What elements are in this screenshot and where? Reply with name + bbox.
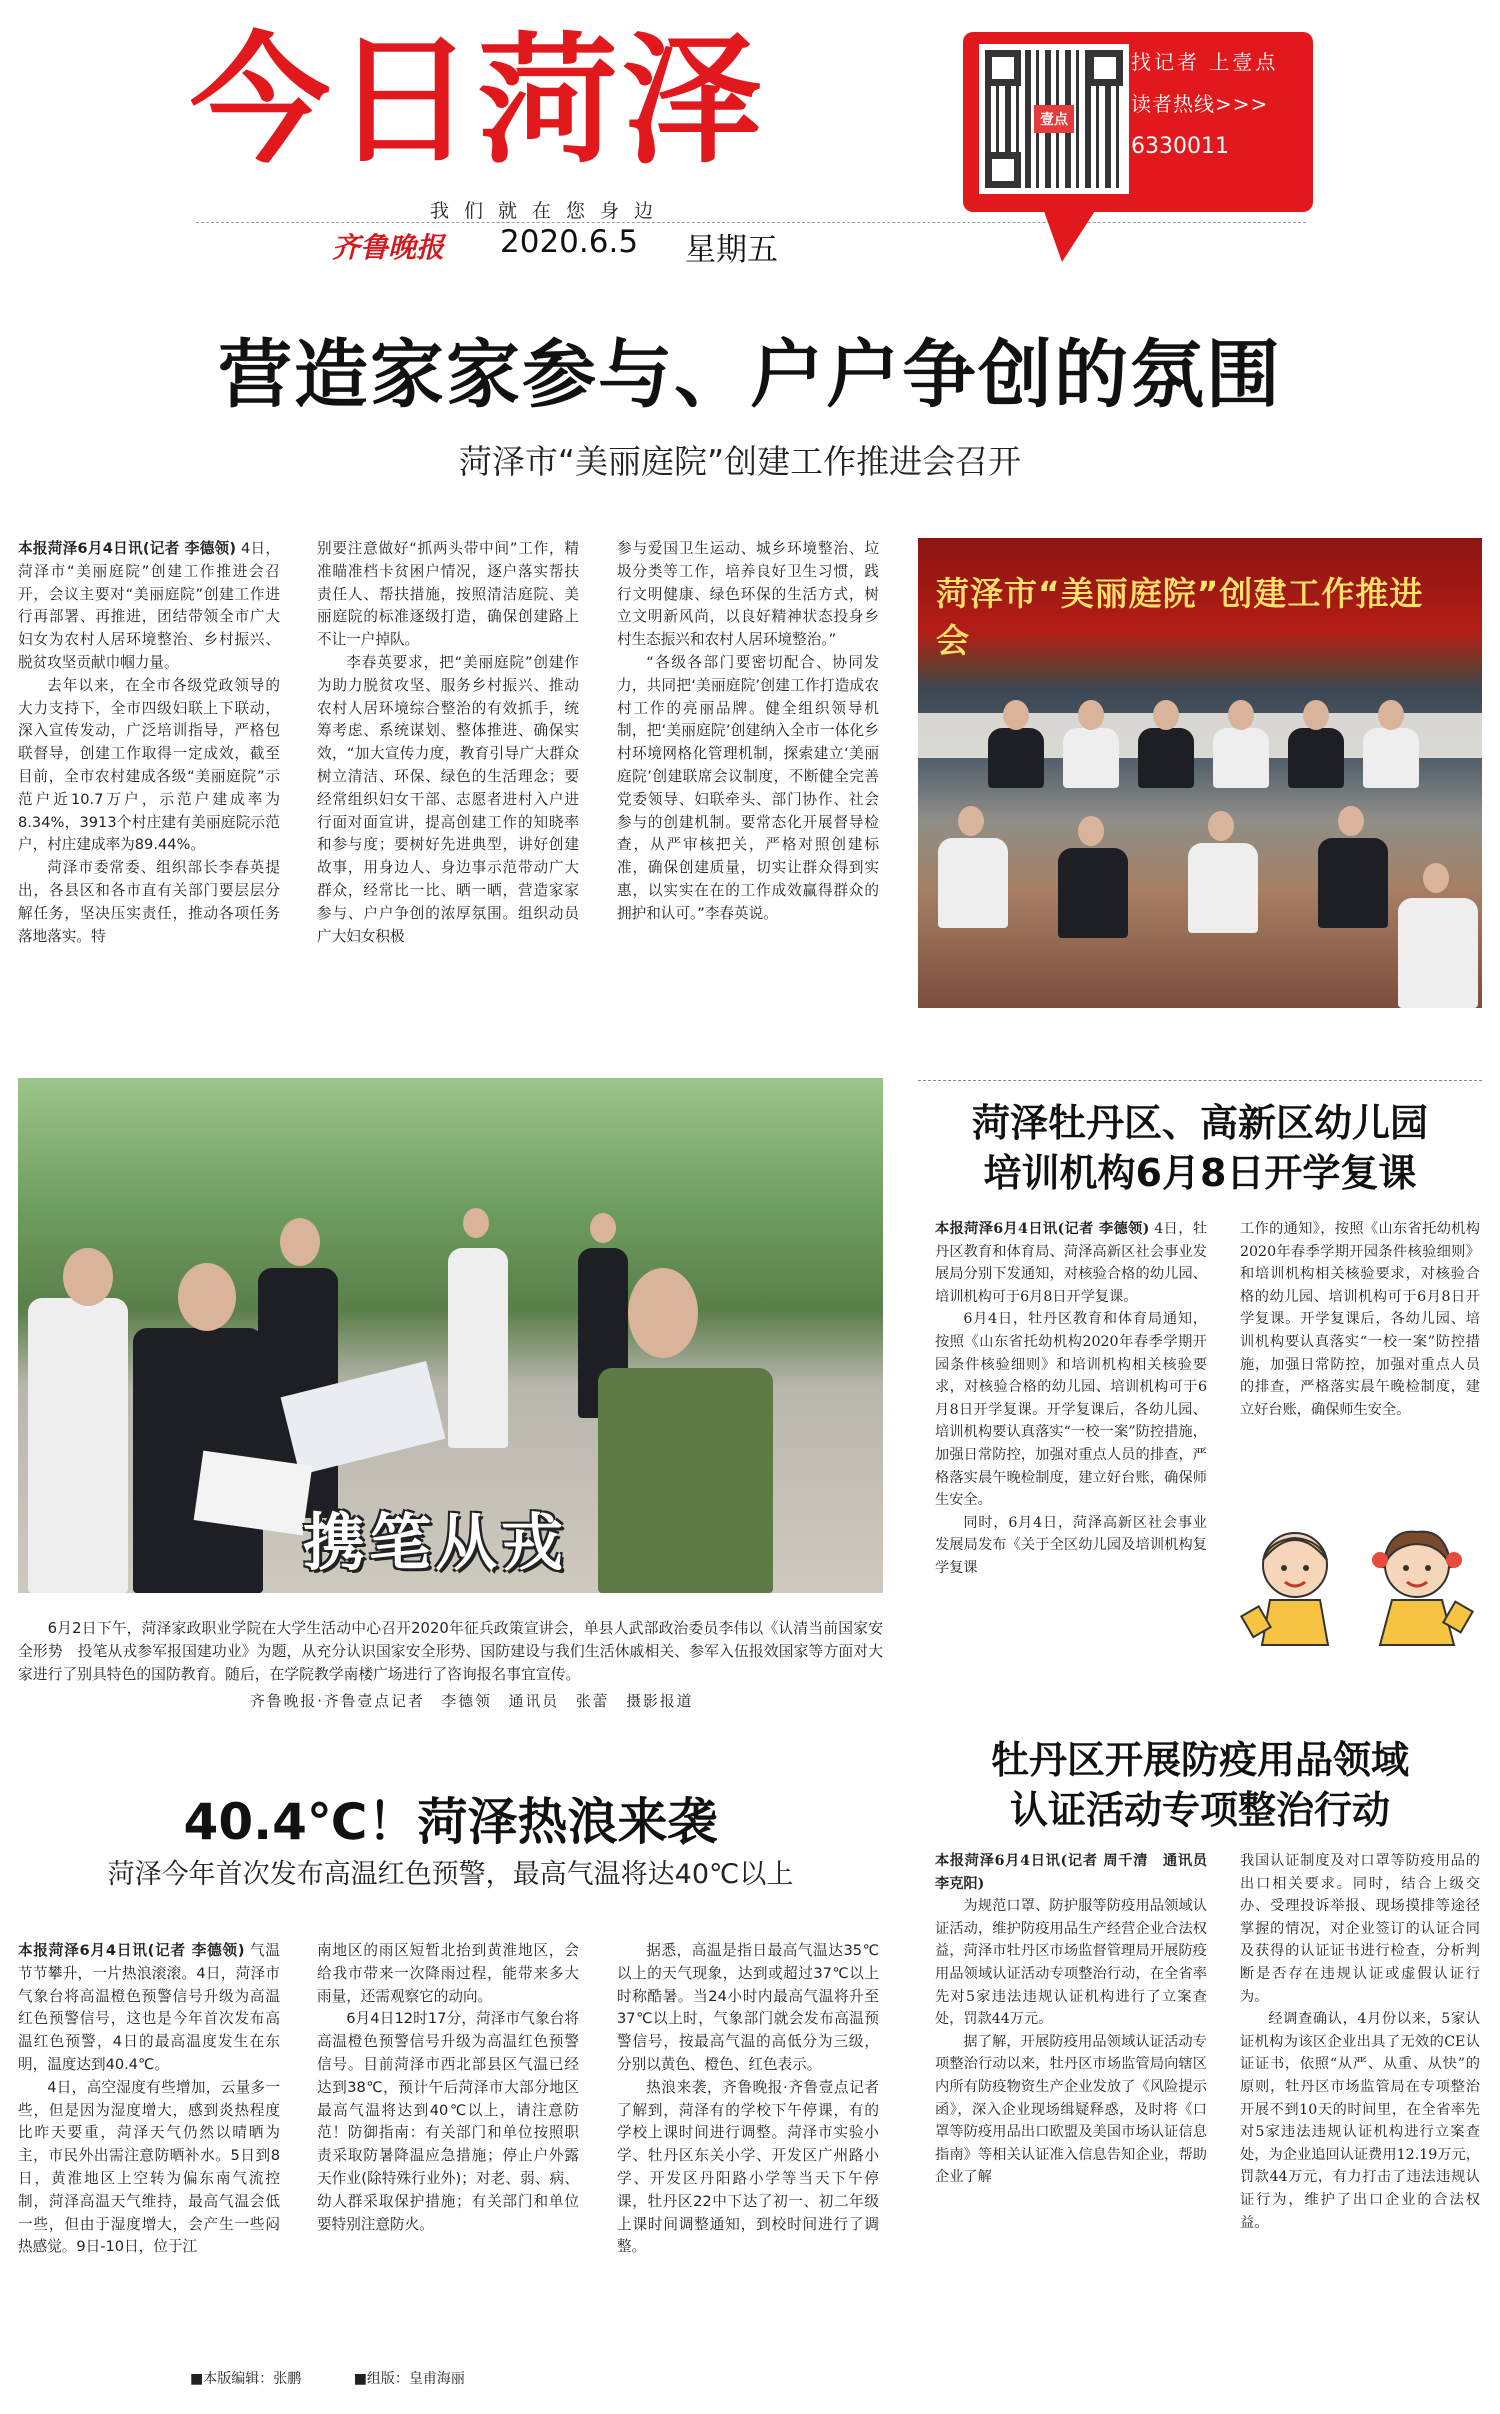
lead-byline: 本报菏泽6月4日讯(记者 李德领) (18, 540, 237, 557)
heatwave-column-3: 据悉，高温是指日最高气温达35℃以上的天气现象，达到或超过37℃以上时称酷暑。当24小时内最高气温将升至37℃以上时，气象部门就会发布高温预警信号，按最高气温的高低分为三级，分别以黄色、橙色、红色表示。 热浪来袭，齐鲁晚报·齐鲁壹点记者了解到，菏泽有的学校下午停课，有的学校上课时间进行调整。菏泽市实验小学、牡丹区东关小学、开发区广州路小学、开发区丹阳路小学等当天下午停课，牡丹区22中下达了初一、初二年级上课时间调整通知，到校时间进行了调整。 (617, 1942, 879, 2256)
epidemic-byline: 本报菏泽6月4日讯(记者 周千清 通讯员 李克阳) (935, 1853, 1222, 1892)
hotline-number: 6330011 (1131, 134, 1229, 159)
epidemic-column-1: 本报菏泽6月4日讯(记者 周千清 通讯员 李克阳) 为规范口罩、防护服等防疫用品领域认证活动，维护防疫用品生产经营企业合法权益，菏泽市牡丹区市场监督管理局开展防疫用品领域认证活动专项整治行动，在全省率先对5家违法违规认证机构进行了立案查处，罚款44万元。 据了解，开展防疫用品领域认证活动专项整治行动以来，牡丹区市场监管局向辖区内所有防疫物资生产企业发放了《风险提示函》，深入企业现场缉疑释惑，及时将《口罩等防疫用品出口欧盟及美国市场认证信息指南》等相关认证准入信息告知企业，帮助企业了解 (935, 1853, 1222, 2186)
lead-headline: 营造家家参与、户户争创的氛围 (218, 332, 1282, 418)
heatwave-byline: 本报菏泽6月4日讯(记者 李德领) (18, 1942, 245, 1959)
qr-badge: 壹点 (1034, 105, 1074, 133)
kindergarten-byline: 本报菏泽6月4日讯(记者 李德领) (935, 1221, 1150, 1237)
qr-code-icon[interactable] (979, 44, 1129, 194)
masthead-divider (196, 222, 1306, 223)
hotline-label-1: 找记者 上壹点 (1131, 50, 1279, 74)
section-divider (918, 1080, 1482, 1081)
slogan: 我们就在您身边 (430, 200, 669, 222)
hotline-label-2: 读者热线>>> (1131, 92, 1269, 116)
issue-weekday: 星期五 (685, 232, 778, 268)
hotline-box (963, 32, 1313, 212)
heatwave-column-2: 南地区的雨区短暂北抬到黄淮地区，会给我市带来一次降雨过程，能带来多大雨量，还需观察它的动向。 6月4日12时17分，菏泽市气象台将高温橙色预警信号升级为高温红色预警信号。目前菏泽市西北部县区气温已经达到38℃，预计午后菏泽市大部分地区最高气温将达到40℃以上，请注意防范！防御指南：有关部门和单位按照职责采取防暑降温应急措施；停止户外露天作业(除特殊行业外)；对老、弱、病、幼人群采取保护措施；有关部门和单位要特别注意防火。 (317, 1942, 579, 2233)
recruitment-caption-title: 携笔从戎 (303, 1506, 568, 1579)
epidemic-headline-2: 认证活动专项整治行动 (1009, 1788, 1390, 1832)
lead-column-3: 参与爱国卫生运动、城乡环境整治、垃圾分类等工作，培养良好卫生习惯，践行文明健康、绿色环保的生活方式，树立文明新风尚，以良好精神状态投身乡村生态振兴和农村人居环境整治。” “各级各部门要密切配合、协同发力，共同把‘美丽庭院’创建工作打造成农村工作的亮丽品牌。健全组织领导机制，把‘美丽庭院’创建纳入全市一体化乡村环境网格化管理机制，探索建立‘美丽庭院’创建联席会议制度，不断健全完善党委领导、妇联牵头、部门协作、社会参与的创建机制。要常态化开展督导检查，从严审核把关，严格对照创建标准，确保创建质量，切实让群众得到实惠，以实实在在的工作成效赢得群众的拥护和认可。”李春英说。 (617, 540, 879, 922)
recruitment-caption: 6月2日下午，菏泽家政职业学院在大学生活动中心召开2020年征兵政策宣讲会，单县人武部政治委员李伟以《认清当前国家安全形势 投笔从戎参军报国建功业》为题，从充分认识国家安全形势、国防建设与我们生活休戚相关、参军入伍报效国家等方面对大家进行了别具特色的国防教育。随后，在学院教学南楼广场进行了咨询报名事宜宣传。 (18, 1620, 883, 1683)
paper-name: 齐鲁晚报 (332, 231, 445, 264)
speech-tail (1040, 200, 1102, 262)
masthead (0, 0, 1500, 270)
newspaper-title: 今日菏泽 (190, 20, 767, 183)
meeting-photo (918, 538, 1482, 1008)
page-footer (190, 2368, 513, 2388)
lead-subhead: 菏泽市“美丽庭院”创建工作推进会召开 (458, 442, 1022, 481)
kindergarten-column-1: 本报菏泽6月4日讯(记者 李德领) 4日，牡丹区教育和体育局、菏泽高新区社会事业发展局分别下发通知，对核验合格的幼儿园、培训机构可于6月8日开学复课。 6月4日，牡丹区教育和体育局通知，按照《山东省托幼机构2020年春季学期开园条件核验细则》和培训机构相关核验要求，对核验合格的幼儿园、培训机构可于6月8日开学复课。开学复课后，各幼儿园、培训机构要认真落实“一校一案”防控措施，加强日常防控，加强对重点人员的排查，严格落实晨午晚检制度，建立好台账，确保师生安全。 同时，6月4日，菏泽高新区社会事业发展局发布《关于全区幼儿园及培训机构复学复课 (935, 1221, 1208, 1576)
kindergarten-headline-1: 菏泽牡丹区、高新区幼儿园 (971, 1101, 1428, 1145)
epidemic-headline-1: 牡丹区开展防疫用品领域 (990, 1738, 1409, 1782)
kindergarten-column-2: 工作的通知》，按照《山东省托幼机构2020年春季学期开园条件核验细则》和培训机构相关核验要求，对核验合格的幼儿园、培训机构可于6月8日开学复课。开学复课后，各幼儿园、培训机构要认真落实“一校一案”防控措施，加强日常防控，加强对重点人员的排查，严格落实晨午晚检制度，建立好台账，确保师生安全。 (1240, 1221, 1480, 1418)
footer-editor: ■本版编辑：张鹏 (190, 2371, 302, 2387)
recruitment-credit: 齐鲁晚报·齐鲁壹点记者 李德领 通讯员 张蕾 摄影报道 (250, 1693, 694, 1710)
kindergarten-headline-2: 培训机构6月8日开学复课 (983, 1151, 1417, 1195)
lead-column-2: 别要注意做好“抓两头带中间”工作，精准瞄准档卡贫困户情况，逐户落实帮扶责任人、帮扶措施，按照清洁庭院、美丽庭院的标准逐级打造，确保创建路上不让一户掉队。 李春英要求，把“美丽庭院”创建作为助力脱贫攻坚、服务乡村振兴、推动农村人居环境综合整治的有效抓手，统筹考虑、系统谋划、整体推进、确保实效，“加大宣传力度，教育引导广大群众树立清洁、环保、绿色的生活理念；要经常组织妇女干部、志愿者进村入户进行面对面宣讲，提高创建工作的知晓率和参与度；要树好先进典型，讲好创建故事，用身边人、身边事示范带动广大群众，经常比一比、晒一晒，营造家家参与、户户争创的浓厚氛围。组织动员广大妇女积极 (317, 540, 579, 945)
heatwave-headline: 40.4℃！菏泽热浪来袭 (183, 1793, 718, 1851)
meeting-banner: 菏泽市“美丽庭院”创建工作推进会 (936, 574, 1424, 660)
footer-layout: ■组版：皇甫海丽 (353, 2371, 465, 2387)
cartoon-boy-icon (1240, 1520, 1350, 1650)
epidemic-column-2: 我国认证制度及对口罩等防疫用品的出口相关要求。同时，结合上级交办、受理投诉举报、现场摸排等途径掌握的情况，对企业签订的认证合同及获得的认证证书进行检查，分析判断是否存在违规认证或虚假认证行为。 经调查确认，4月份以来，5家认证机构为该区企业出具了无效的CE认证证书，依照“从严、从重、从快”的原则，牡丹区市场监管局在专项整治开展不到10天的时间里，在全省率先对5家违法违规认证机构进行立案查处，为企业追回认证费用12.19万元，罚款44万元，有力打击了违法违规认证行为，维护了出口企业的合法权益。 (1240, 1853, 1480, 2231)
heatwave-subhead: 菏泽今年首次发布高温红色预警，最高气温将达40℃以上 (107, 1859, 794, 1890)
lead-column-1: 本报菏泽6月4日讯(记者 李德领) 4日，菏泽市“美丽庭院”创建工作推进会召开，会议主要对“美丽庭院”创建工作进行再部署、再推进，团结带领全市广大妇女为农村人居环境整治、乡村振兴、脱贫攻坚贡献巾帼力量。 去年以来，在全市各级党政领导的大力支持下，全市四级妇联上下联动，深入宣传发动，广泛培训指导，严格包联督导，创建工作取得一定成效，截至目前，全市农村建成各级“美丽庭院”示范户近10.7万户，示范户建成率为8.34%，3913个村庄建有美丽庭院示范户，村庄建成率为89.44%。 菏泽市委常委、组织部长李春英提出，各县区和各市直有关部门要层层分解任务，坚决压实责任，推动各项任务落地落实。特 (18, 540, 281, 945)
issue-date: 2020.6.5 (500, 224, 639, 260)
heatwave-column-1: 本报菏泽6月4日讯(记者 李德领) 气温节节攀升，一片热浪滚滚。4日，菏泽市气象台将高温橙色预警信号升级为高温红色预警信号，这也是今年首次发布高温红色预警，4日的最高温度发生在东明，温度达到40.4℃。 4日，高空湿度有些增加，云量多一些，但是因为湿度增大，感到炎热程度比昨天要重，菏泽天气仍然以晴晒为主，市民外出需注意防晒补水。5日到8日，黄淮地区上空转为偏东南气流控制，菏泽高温天气维持，最高气温会低一些，但由于湿度增大，会产生一些闷热感觉。9日-10日，位于江 (18, 1942, 280, 2256)
recruitment-photo (18, 1078, 883, 1593)
cartoon-girl-icon (1362, 1520, 1472, 1650)
